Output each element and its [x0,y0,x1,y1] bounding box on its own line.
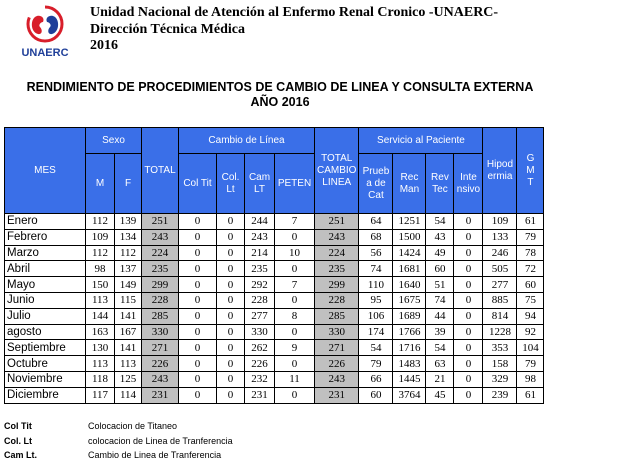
table-row [5,277,544,293]
cell-rec-man: 1483 [393,356,426,372]
cell-total-cambio: 224 [315,245,359,261]
cell-gmt: 104 [517,340,544,356]
cell-rec-man: 1689 [393,308,426,324]
table-row [5,261,544,277]
cell-mes: Enero [5,214,86,230]
cell-rec-man: 1500 [393,229,426,245]
col-intensivo: Inte nsivo [454,154,483,214]
cell-prueba-cat: 60 [359,387,393,403]
cell-hipodermia: 246 [483,245,517,261]
cell-rec-man: 1766 [393,324,426,340]
cell-col-lt: 0 [217,308,245,324]
cell-mes: Julio [5,308,86,324]
cell-total-cambio: 226 [315,356,359,372]
table-row [5,340,544,356]
cell-prueba-cat: 56 [359,245,393,261]
table-row [5,356,544,372]
cell-cam-lt: 214 [245,245,275,261]
legend-key: Col. Lt [4,436,32,446]
cell-gmt: 60 [517,277,544,293]
cell-prueba-cat: 74 [359,261,393,277]
cell-cam-lt: 231 [245,387,275,403]
cell-peten: 0 [275,324,315,340]
cell-total: 243 [142,371,179,387]
cell-total: 330 [142,324,179,340]
cell-prueba-cat: 64 [359,214,393,230]
cell-col-lt: 0 [217,356,245,372]
col-prueba-cat: Prueb a de Cat [359,154,393,214]
cell-col-tit: 0 [179,229,217,245]
cell-total: 251 [142,214,179,230]
cell-m: 112 [86,214,115,230]
cell-f: 141 [115,308,142,324]
cell-gmt: 75 [517,292,544,308]
cell-cam-lt: 292 [245,277,275,293]
cell-mes: Marzo [5,245,86,261]
cell-intensivo: 0 [454,229,483,245]
cell-hipodermia: 505 [483,261,517,277]
cell-col-lt: 0 [217,340,245,356]
cell-m: 113 [86,292,115,308]
procedures-table [4,127,544,404]
cell-f: 113 [115,356,142,372]
table-row [5,229,544,245]
cell-peten: 0 [275,292,315,308]
cell-col-lt: 0 [217,371,245,387]
header-line-2: Dirección Técnica Médica [90,22,245,37]
cell-prueba-cat: 95 [359,292,393,308]
cell-total-cambio: 235 [315,261,359,277]
cell-hipodermia: 329 [483,371,517,387]
cell-mes: Diciembre [5,387,86,403]
cell-mes: Mayo [5,277,86,293]
cell-col-lt: 0 [217,214,245,230]
cell-f: 149 [115,277,142,293]
cell-col-tit: 0 [179,371,217,387]
cell-m: 150 [86,277,115,293]
cell-hipodermia: 1228 [483,324,517,340]
cell-rec-man: 1681 [393,261,426,277]
col-rec-man: Rec Man [393,154,426,214]
col-hipodermia: Hipod ermia [483,128,517,214]
cell-f: 139 [115,214,142,230]
cell-f: 137 [115,261,142,277]
group-servicio-paciente: Servicio al Paciente [359,128,483,154]
cell-total-cambio: 271 [315,340,359,356]
cell-rev-tec: 43 [426,229,454,245]
cell-col-tit: 0 [179,292,217,308]
cell-intensivo: 0 [454,292,483,308]
cell-prueba-cat: 110 [359,277,393,293]
logo-text: UNAERC [21,47,69,59]
cell-col-tit: 0 [179,324,217,340]
cell-total: 285 [142,308,179,324]
cell-total: 226 [142,356,179,372]
cell-peten: 0 [275,387,315,403]
cell-hipodermia: 109 [483,214,517,230]
col-cam-lt: Cam LT [245,154,275,214]
cell-intensivo: 0 [454,356,483,372]
cell-peten: 8 [275,308,315,324]
cell-col-tit: 0 [179,261,217,277]
cell-total: 243 [142,229,179,245]
cell-total: 235 [142,261,179,277]
cell-total: 224 [142,245,179,261]
col-peten: PETEN [275,154,315,214]
cell-col-tit: 0 [179,387,217,403]
cell-gmt: 94 [517,308,544,324]
cell-gmt: 61 [517,387,544,403]
cell-peten: 0 [275,261,315,277]
cell-intensivo: 0 [454,387,483,403]
table-row [5,371,544,387]
cell-rec-man: 1445 [393,371,426,387]
cell-peten: 9 [275,340,315,356]
cell-total-cambio: 251 [315,214,359,230]
cell-cam-lt: 262 [245,340,275,356]
cell-f: 114 [115,387,142,403]
cell-m: 144 [86,308,115,324]
cell-rec-man: 1716 [393,340,426,356]
cell-col-lt: 0 [217,261,245,277]
cell-intensivo: 0 [454,340,483,356]
cell-total-cambio: 285 [315,308,359,324]
cell-rec-man: 1424 [393,245,426,261]
cell-total-cambio: 243 [315,229,359,245]
cell-col-tit: 0 [179,356,217,372]
group-sexo: Sexo [86,128,142,154]
cell-col-lt: 0 [217,229,245,245]
cell-cam-lt: 243 [245,229,275,245]
header-line-3: 2016 [90,38,118,53]
table-row [5,387,544,403]
cell-cam-lt: 277 [245,308,275,324]
cell-total-cambio: 299 [315,277,359,293]
cell-rec-man: 1675 [393,292,426,308]
cell-total: 271 [142,340,179,356]
col-mes: MES [5,128,86,214]
cell-col-tit: 0 [179,340,217,356]
cell-cam-lt: 232 [245,371,275,387]
cell-rev-tec: 54 [426,340,454,356]
cell-cam-lt: 235 [245,261,275,277]
cell-f: 167 [115,324,142,340]
cell-total: 299 [142,277,179,293]
cell-cam-lt: 244 [245,214,275,230]
cell-m: 130 [86,340,115,356]
cell-mes: Abril [5,261,86,277]
cell-gmt: 98 [517,371,544,387]
cell-m: 109 [86,229,115,245]
cell-gmt: 61 [517,214,544,230]
cell-gmt: 78 [517,245,544,261]
cell-intensivo: 0 [454,245,483,261]
cell-peten: 11 [275,371,315,387]
cell-hipodermia: 239 [483,387,517,403]
col-rev-tec: Rev Tec [426,154,454,214]
cell-intensivo: 0 [454,308,483,324]
cell-col-tit: 0 [179,245,217,261]
cell-cam-lt: 330 [245,324,275,340]
cell-prueba-cat: 68 [359,229,393,245]
cell-col-lt: 0 [217,324,245,340]
table-row [5,308,544,324]
cell-col-tit: 0 [179,308,217,324]
cell-intensivo: 0 [454,261,483,277]
cell-rec-man: 1640 [393,277,426,293]
col-total-cambio-linea: TOTAL CAMBIO LINEA [315,128,359,214]
legend-key: Col Tit [4,421,32,431]
cell-total: 231 [142,387,179,403]
cell-col-lt: 0 [217,245,245,261]
cell-f: 125 [115,371,142,387]
header-line-1: Unidad Nacional de Atención al Enfermo Renal Cronico -UNAERC- [90,5,499,20]
cell-intensivo: 0 [454,214,483,230]
cell-prueba-cat: 106 [359,308,393,324]
cell-f: 141 [115,340,142,356]
report-title: RENDIMIENTO DE PROCEDIMIENTOS DE CAMBIO DE LINEA Y CONSULTA EXTERNA [26,80,534,94]
cell-rec-man: 1251 [393,214,426,230]
cell-f: 112 [115,245,142,261]
cell-rev-tec: 45 [426,387,454,403]
cell-rec-man: 3764 [393,387,426,403]
cell-total-cambio: 228 [315,292,359,308]
kidney-logo-icon [10,4,80,60]
cell-m: 113 [86,356,115,372]
cell-rev-tec: 60 [426,261,454,277]
cell-rev-tec: 51 [426,277,454,293]
cell-prueba-cat: 66 [359,371,393,387]
col-gmt: G M T [517,128,544,214]
legend-value: colocacion de Linea de Tranferencia [88,436,233,446]
cell-gmt: 79 [517,229,544,245]
cell-gmt: 79 [517,356,544,372]
cell-m: 98 [86,261,115,277]
cell-cam-lt: 226 [245,356,275,372]
cell-gmt: 92 [517,324,544,340]
cell-f: 115 [115,292,142,308]
cell-m: 117 [86,387,115,403]
cell-mes: Junio [5,292,86,308]
cell-peten: 7 [275,214,315,230]
cell-intensivo: 0 [454,324,483,340]
table-row [5,245,544,261]
cell-col-lt: 0 [217,292,245,308]
legend-value: Cambio de Linea de Tranferencia [88,450,222,460]
table-row [5,214,544,230]
cell-peten: 7 [275,277,315,293]
cell-hipodermia: 277 [483,277,517,293]
legend-key: Cam Lt. [4,450,38,460]
cell-hipodermia: 814 [483,308,517,324]
cell-m: 112 [86,245,115,261]
cell-mes: Febrero [5,229,86,245]
cell-gmt: 72 [517,261,544,277]
cell-mes: agosto [5,324,86,340]
cell-intensivo: 0 [454,277,483,293]
cell-mes: Noviembre [5,371,86,387]
cell-col-lt: 0 [217,387,245,403]
report-year: AÑO 2016 [250,95,310,109]
cell-f: 134 [115,229,142,245]
cell-total-cambio: 330 [315,324,359,340]
cell-rev-tec: 74 [426,292,454,308]
cell-rev-tec: 63 [426,356,454,372]
table-body [5,214,544,404]
cell-total-cambio: 243 [315,371,359,387]
cell-total: 228 [142,292,179,308]
cell-col-tit: 0 [179,214,217,230]
cell-hipodermia: 158 [483,356,517,372]
cell-hipodermia: 133 [483,229,517,245]
cell-cam-lt: 228 [245,292,275,308]
cell-prueba-cat: 174 [359,324,393,340]
cell-col-lt: 0 [217,277,245,293]
cell-hipodermia: 353 [483,340,517,356]
cell-rev-tec: 54 [426,214,454,230]
col-col-tit: Col Tit [179,154,217,214]
col-col-lt: Col. Lt [217,154,245,214]
cell-peten: 0 [275,356,315,372]
col-m: M [86,154,115,214]
table-row [5,324,544,340]
cell-m: 118 [86,371,115,387]
cell-m: 163 [86,324,115,340]
cell-mes: Septiembre [5,340,86,356]
col-total: TOTAL [142,128,179,214]
cell-rev-tec: 44 [426,308,454,324]
group-cambio-linea: Cambio de Línea [179,128,315,154]
cell-prueba-cat: 54 [359,340,393,356]
cell-rev-tec: 21 [426,371,454,387]
cell-peten: 10 [275,245,315,261]
legend-value: Colocacion de Titaneo [88,421,178,431]
table-row [5,292,544,308]
cell-peten: 0 [275,229,315,245]
cell-rev-tec: 39 [426,324,454,340]
cell-col-tit: 0 [179,277,217,293]
cell-total-cambio: 231 [315,387,359,403]
cell-rev-tec: 49 [426,245,454,261]
col-f: F [115,154,142,214]
cell-mes: Octubre [5,356,86,372]
cell-prueba-cat: 79 [359,356,393,372]
cell-hipodermia: 885 [483,292,517,308]
unaerc-logo [10,4,80,60]
cell-intensivo: 0 [454,371,483,387]
